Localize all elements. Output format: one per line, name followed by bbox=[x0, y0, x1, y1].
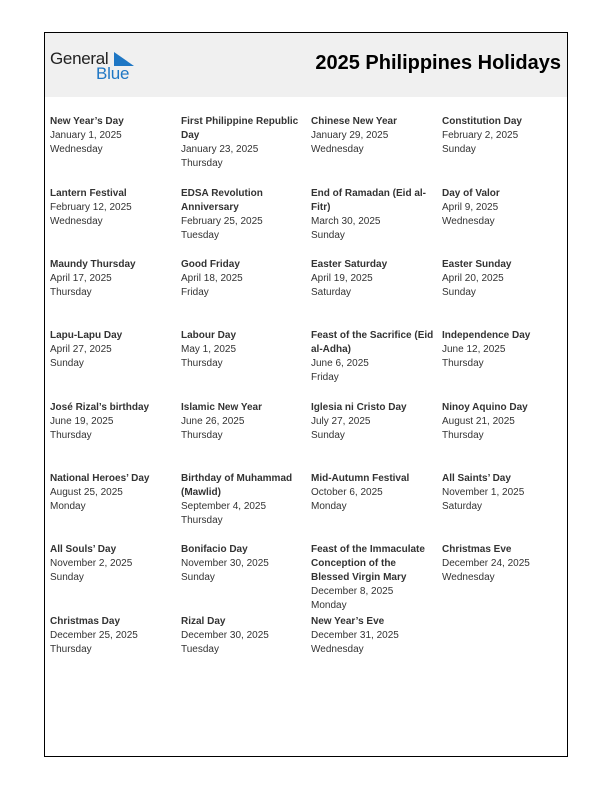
holiday-weekday: Thursday bbox=[181, 430, 223, 441]
holiday-weekday: Sunday bbox=[442, 144, 476, 155]
holiday-name: First Philippine Republic Day bbox=[181, 116, 299, 141]
holiday-name: Labour Day bbox=[181, 330, 237, 341]
holiday-weekday: Thursday bbox=[181, 358, 223, 369]
holiday-name: Easter Saturday bbox=[311, 259, 388, 270]
holiday-date: April 18, 2025 bbox=[181, 273, 243, 284]
holiday-item bbox=[442, 472, 568, 514]
holiday-date: June 12, 2025 bbox=[442, 344, 506, 355]
holiday-name: Iglesia ni Cristo Day bbox=[311, 402, 407, 413]
holiday-item bbox=[311, 543, 437, 613]
holiday-name: Independence Day bbox=[442, 330, 531, 341]
holiday-name: Chinese New Year bbox=[311, 116, 397, 127]
holiday-date: June 19, 2025 bbox=[50, 416, 114, 427]
holiday-name: Birthday of Muhammad (Mawlid) bbox=[181, 473, 293, 498]
holiday-name: Constitution Day bbox=[442, 116, 522, 127]
holiday-name: All Souls’ Day bbox=[50, 544, 117, 555]
holiday-item bbox=[181, 115, 307, 171]
holiday-weekday: Sunday bbox=[50, 358, 84, 369]
holiday-date: December 25, 2025 bbox=[50, 630, 138, 641]
holiday-weekday: Monday bbox=[311, 600, 347, 611]
holiday-name: EDSA Revolution Anniversary bbox=[181, 188, 263, 213]
holiday-name: Lapu-Lapu Day bbox=[50, 330, 123, 341]
holiday-date: April 17, 2025 bbox=[50, 273, 112, 284]
holiday-weekday: Monday bbox=[311, 501, 347, 512]
holiday-date: April 20, 2025 bbox=[442, 273, 504, 284]
holiday-weekday: Thursday bbox=[50, 287, 92, 298]
holiday-weekday: Tuesday bbox=[181, 644, 219, 655]
holiday-weekday: Sunday bbox=[311, 430, 345, 441]
holiday-date: June 6, 2025 bbox=[311, 358, 369, 369]
holiday-name: National Heroes’ Day bbox=[50, 473, 150, 484]
holiday-name: José Rizal’s birthday bbox=[50, 402, 150, 413]
holiday-item bbox=[181, 543, 307, 585]
holiday-item bbox=[50, 329, 176, 371]
holiday-date: April 27, 2025 bbox=[50, 344, 112, 355]
holiday-name: Ninoy Aquino Day bbox=[442, 402, 528, 413]
holiday-name: Day of Valor bbox=[442, 188, 500, 199]
holiday-date: May 1, 2025 bbox=[181, 344, 237, 355]
holiday-date: April 19, 2025 bbox=[311, 273, 373, 284]
holiday-name: Mid-Autumn Festival bbox=[311, 473, 410, 484]
generalblue-logo bbox=[50, 49, 140, 83]
holiday-date: January 23, 2025 bbox=[181, 144, 259, 155]
holiday-item bbox=[442, 187, 568, 229]
holiday-weekday: Wednesday bbox=[311, 644, 364, 655]
holiday-weekday: Saturday bbox=[311, 287, 352, 298]
holiday-name: Easter Sunday bbox=[442, 259, 512, 270]
holiday-date: February 12, 2025 bbox=[50, 202, 132, 213]
holiday-name: Good Friday bbox=[181, 259, 240, 270]
holiday-weekday: Saturday bbox=[442, 501, 483, 512]
holiday-date: February 2, 2025 bbox=[442, 130, 519, 141]
page-title: 2025 Philippines Holidays bbox=[315, 52, 561, 74]
logo-blue-text: Blue bbox=[96, 64, 130, 83]
holiday-item bbox=[442, 258, 568, 300]
holiday-weekday: Tuesday bbox=[181, 230, 219, 241]
holiday-item bbox=[50, 115, 176, 157]
holiday-weekday: Sunday bbox=[50, 572, 84, 583]
holiday-name: Maundy Thursday bbox=[50, 259, 136, 270]
holiday-name: Feast of the Sacrifice (Eid al-Adha) bbox=[311, 330, 434, 355]
holiday-item bbox=[311, 115, 437, 157]
holiday-weekday: Wednesday bbox=[442, 216, 495, 227]
holiday-item bbox=[50, 258, 176, 300]
holiday-date: September 4, 2025 bbox=[181, 501, 267, 512]
header bbox=[45, 33, 567, 97]
holiday-date: January 1, 2025 bbox=[50, 130, 122, 141]
holiday-item bbox=[181, 258, 307, 300]
holiday-item bbox=[181, 187, 307, 243]
holiday-item bbox=[181, 329, 307, 371]
holiday-name: Islamic New Year bbox=[181, 402, 262, 413]
holiday-weekday: Sunday bbox=[181, 572, 215, 583]
holiday-weekday: Thursday bbox=[442, 430, 484, 441]
holiday-date: December 8, 2025 bbox=[311, 586, 394, 597]
holiday-name: Feast of the Immaculate Conception of the Blessed Virgin Mary bbox=[311, 544, 425, 583]
holiday-item bbox=[181, 472, 307, 528]
holiday-item bbox=[50, 401, 176, 443]
holiday-item bbox=[181, 401, 307, 443]
holiday-date: August 21, 2025 bbox=[442, 416, 515, 427]
holiday-date: November 30, 2025 bbox=[181, 558, 269, 569]
holiday-item bbox=[311, 615, 437, 657]
holiday-weekday: Thursday bbox=[181, 158, 223, 169]
holiday-item bbox=[50, 472, 176, 514]
holiday-date: December 24, 2025 bbox=[442, 558, 530, 569]
holiday-item bbox=[311, 258, 437, 300]
holiday-weekday: Monday bbox=[50, 501, 86, 512]
holiday-item bbox=[311, 472, 437, 514]
holiday-weekday: Sunday bbox=[442, 287, 476, 298]
holiday-date: November 1, 2025 bbox=[442, 487, 525, 498]
holiday-item bbox=[50, 543, 176, 585]
holiday-weekday: Friday bbox=[181, 287, 209, 298]
holiday-weekday: Wednesday bbox=[50, 144, 103, 155]
holiday-name: Rizal Day bbox=[181, 616, 226, 627]
holiday-weekday: Wednesday bbox=[311, 144, 364, 155]
holiday-name: Christmas Day bbox=[50, 616, 121, 627]
holiday-date: April 9, 2025 bbox=[442, 202, 499, 213]
holiday-name: All Saints’ Day bbox=[442, 473, 511, 484]
holiday-item bbox=[50, 187, 176, 229]
holiday-date: June 26, 2025 bbox=[181, 416, 245, 427]
holiday-weekday: Friday bbox=[311, 372, 339, 383]
holiday-date: January 29, 2025 bbox=[311, 130, 389, 141]
holiday-date: February 25, 2025 bbox=[181, 216, 263, 227]
holiday-item bbox=[442, 543, 568, 585]
holiday-item bbox=[311, 401, 437, 443]
holiday-weekday: Wednesday bbox=[442, 572, 495, 583]
holiday-date: December 30, 2025 bbox=[181, 630, 269, 641]
holiday-name: Lantern Festival bbox=[50, 188, 127, 199]
holiday-item bbox=[311, 187, 437, 243]
holiday-weekday: Thursday bbox=[442, 358, 484, 369]
holiday-item bbox=[181, 615, 307, 657]
holiday-name: New Year’s Day bbox=[50, 116, 124, 127]
holiday-date: March 30, 2025 bbox=[311, 216, 381, 227]
holiday-item bbox=[442, 115, 568, 157]
holiday-weekday: Thursday bbox=[181, 515, 223, 526]
holiday-item bbox=[442, 329, 568, 371]
holiday-weekday: Thursday bbox=[50, 644, 92, 655]
holiday-weekday: Sunday bbox=[311, 230, 345, 241]
holiday-item bbox=[50, 615, 176, 657]
holiday-weekday: Wednesday bbox=[50, 216, 103, 227]
holiday-item bbox=[442, 401, 568, 443]
holiday-name: End of Ramadan (Eid al-Fitr) bbox=[311, 188, 427, 213]
holiday-date: December 31, 2025 bbox=[311, 630, 399, 641]
holiday-date: October 6, 2025 bbox=[311, 487, 383, 498]
holiday-date: July 27, 2025 bbox=[311, 416, 371, 427]
holiday-item bbox=[311, 329, 437, 385]
holiday-name: Bonifacio Day bbox=[181, 544, 248, 555]
holiday-date: November 2, 2025 bbox=[50, 558, 133, 569]
page-frame bbox=[44, 32, 568, 757]
holiday-date: August 25, 2025 bbox=[50, 487, 123, 498]
holiday-name: New Year’s Eve bbox=[311, 616, 385, 627]
logo-general-text: General bbox=[50, 49, 109, 68]
holiday-name: Christmas Eve bbox=[442, 544, 512, 555]
holiday-weekday: Thursday bbox=[50, 430, 92, 441]
